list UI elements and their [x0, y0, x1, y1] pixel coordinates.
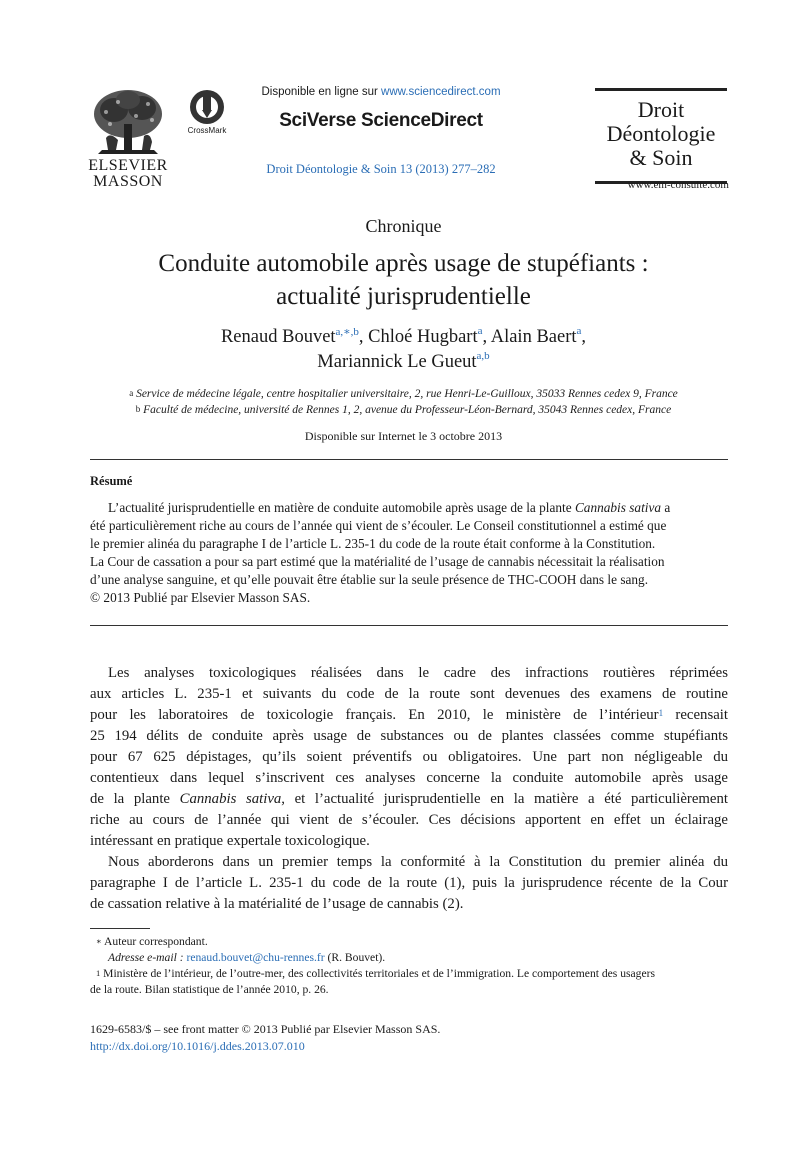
author-name: Alain Baert [490, 327, 577, 347]
email-label: Adresse e-mail : [108, 951, 184, 964]
body-line: aux articles L. 235-1 et suivants du code de la route sont devenues des examens de routine [90, 686, 728, 702]
body-line: 25 194 délits de conduite après usage de substances ou de plantes classées comme stupéfiants [90, 728, 728, 744]
journal-logo [595, 88, 727, 184]
footnote-corresponding [90, 934, 728, 949]
journal-logo-line-1: Droit [637, 97, 685, 122]
body-line: riche au cours de l’année qui vient de s’écouler. Ces décisions apportent en effet un éclairage [90, 812, 728, 828]
email-link[interactable]: renaud.bouvet@chu-rennes.fr [186, 951, 325, 964]
body-line [90, 706, 728, 724]
body-line: contentieux dans lequel s’inscrivent ces analyses concerne la conduite automobile après usage [90, 770, 728, 786]
author-line-1: Renaud Bouvet$^{a,∗,b}$, Chloé Hugbart$^a$, Alain Baert$^a$, [220, 325, 587, 347]
doi-link[interactable]: http://dx.doi.org/10.1016/j.ddes.2013.07.010 [90, 1039, 305, 1053]
affiliation-a [0, 388, 807, 400]
abstract-copyright: © 2013 Publié par Elsevier Masson SAS. [90, 590, 311, 605]
sciencedirect-link[interactable]: www.sciencedirect.com [381, 86, 501, 98]
abstract-heading: Résumé [90, 474, 133, 488]
journal-url[interactable]: www.em-consulte.com [627, 179, 729, 191]
footnote-email [90, 950, 728, 965]
body-line: Nous aborderons dans un premier temps la conformité à la Constitution du premier alinéa du [108, 854, 728, 870]
affiliation-b [0, 404, 807, 416]
author-name: Mariannick Le Gueut [317, 352, 477, 372]
divider [90, 625, 728, 626]
email-owner: (R. Bouvet). [327, 951, 386, 964]
available-online-line [236, 86, 526, 98]
author-line-2 [0, 352, 807, 373]
section-label: Chronique [365, 216, 442, 236]
footnote-text: Auteur correspondant. [104, 935, 208, 948]
body-line: pour 67 625 dépistages, qu’ils soient préventifs ou obligatoires. Une part non négligeable du [90, 749, 728, 765]
abstract-line: L’actualité jurisprudentielle en matière de conduite automobile après usage de la plante Cannabis sativa a [108, 500, 671, 515]
author-name: Renaud Bouvet [220, 327, 336, 347]
author-marks[interactable]: a,b [476, 350, 490, 362]
affiliation-text: Faculté de médecine, université de Rennes 1, 2, avenue du Professeur-Léon-Bernard, 35043 Rennes cedex, France [143, 404, 672, 416]
body-line: paragraphe I de l’article L. 235-1 du code de la route (1), puis la jurisprudence récente de la Cour [90, 875, 728, 891]
crossmark-icon [188, 88, 226, 126]
abstract-line: d’une analyse sanguine, et qu’elle pouvait être établie sur la seule présence de THC-COOH dans le sang. [90, 572, 649, 587]
abstract-line: été particulièrement riche au cours de l’année qui vient de s’écouler. Le Conseil constitutionnel a estimé que [90, 518, 667, 533]
footnote-1-continued: de la route. Bilan statistique de l’année 2010, p. 26. [90, 983, 329, 996]
author-marks[interactable]: a [477, 325, 483, 337]
platform-name: SciVerse ScienceDirect [279, 110, 483, 131]
author-marks[interactable]: a,∗,b [335, 326, 359, 338]
footnote-mark: 1 [96, 968, 101, 978]
body-line: de cassation relative à la matérialité de l’usage de cannabis (2). [90, 896, 464, 912]
body-line: Les analyses toxicologiques réalisées dans le cadre des infractions routières réprimées [108, 665, 728, 681]
footnote-1 [90, 966, 728, 981]
footnote-ref[interactable]: 1 [658, 708, 664, 718]
abstract-line: La Cour de cassation a pour sa part estimé que la matérialité de l’usage de cannabis nécessitait la réalisation [90, 554, 665, 569]
crossmark-badge[interactable] [182, 88, 232, 140]
divider [90, 459, 728, 460]
affiliation-mark: a [129, 388, 134, 398]
author-name: Chloé Hugbart [368, 327, 478, 347]
online-date: Disponible sur Internet le 3 octobre 2013 [304, 429, 503, 443]
elsevier-logo [88, 88, 168, 190]
article-title-line-1: Conduite automobile après usage de stupéfiants : [158, 250, 649, 277]
body-text: pour les laboratoires de toxicologie français. En 2010, le ministère de l’intérieur [90, 707, 659, 723]
footnote-divider [90, 928, 150, 929]
available-prefix: Disponible en ligne sur [261, 86, 382, 98]
publisher-logo-line-2: MASSON [93, 173, 163, 190]
elsevier-tree-icon [88, 88, 168, 158]
affiliation-text: Service de médecine légale, centre hospitalier universitaire, 2, rue Henri-Le-Guilloux, 35033 Rennes cedex 9, France [136, 388, 678, 400]
abstract-line: le premier alinéa du paragraphe I de l’article L. 235-1 du code de la route était conforme à la Constitution. [90, 536, 656, 551]
footnote-mark: ∗ [96, 936, 102, 946]
affiliation-mark: b [135, 404, 141, 414]
footnote-text: Ministère de l’intérieur, de l’outre-mer, des collectivités territoriales et de l’immigration. Le comportement des usagers [103, 967, 655, 980]
body-line: de la plante Cannabis sativa, et l’actualité jurisprudentielle en la matière a été particulièrement [90, 791, 728, 807]
author-marks[interactable]: a [576, 325, 582, 337]
journal-reference[interactable]: Droit Déontologie & Soin 13 (2013) 277–282 [266, 162, 496, 176]
crossmark-label: CrossMark [187, 126, 227, 135]
body-text: recensait [675, 707, 728, 723]
issn-line: 1629-6583/$ – see front matter © 2013 Publié par Elsevier Masson SAS. [90, 1022, 441, 1036]
journal-logo-line-2: Déontologie [606, 121, 716, 146]
body-line: intéressant en pratique expertale toxicologique. [90, 833, 370, 849]
journal-logo-line-3: & Soin [629, 145, 693, 170]
publisher-logo-line-1: ELSEVIER [88, 157, 168, 174]
article-title-line-2: actualité jurisprudentielle [276, 283, 531, 310]
